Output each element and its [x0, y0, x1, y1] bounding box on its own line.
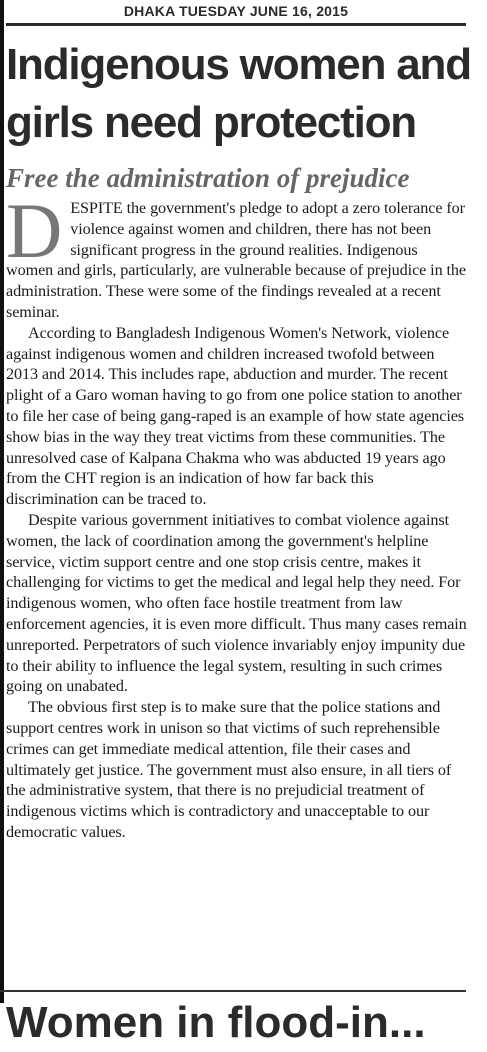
article-end-divider [0, 990, 466, 992]
header-divider [6, 23, 466, 26]
article-headline: Indigenous women and girls need protection [6, 40, 471, 147]
article-paragraph-3: Despite various government initiatives to combat violence against women, the lack of coordination among the government's helpline service, victim support centre and one stop crisis centre, makes it challenging for victims to get the medical and legal help they need. For indigenous women, who often face hostile treatment from law enforcement agencies, it is even more difficult. Thus many cases remain unreported. Perpetrators of such violence invariably enjoy impunity due to their ability to influence the legal system, resulting in such crimes going on unabated. [6, 510, 467, 696]
drop-cap: D [6, 187, 63, 274]
newspaper-dateline: DHAKA TUESDAY JUNE 16, 2015 [123, 3, 349, 19]
next-article-headline-text: Women in flood-in... [6, 998, 426, 1047]
next-article-headline-cropped [6, 994, 481, 1047]
page-left-border [0, 0, 4, 1003]
article-subheadline: Free the administration of prejudice [6, 163, 410, 193]
article-paragraph-2: According to Bangladesh Indigenous Women's Network, violence against indigenous women and children increased twofold between 2013 and 2014. This includes rape, abduction and murder. The recent plight of a Garo woman having to go from one police station to another to file her case of being gang-raped is an example of how state agencies show bias in the way they treat victims from these communities. The unresolved case of Kalpana Chakma who was abducted 19 years ago from the CHT region is an indication of how far back this discrimination can be traced to. [6, 323, 465, 509]
article-paragraph-1 [6, 187, 468, 323]
article-body [6, 187, 468, 843]
article-paragraph-4: The obvious first step is to make sure that the police stations and support centres work in unison so that victims of such reprehensible crimes can get immediate medical attention, file their cases and ultimately get justice. The government must also ensure, in all tiers of the administrative system, that there is no prejudicial treatment of indigenous victims which is contradictory and unacceptable to our democratic values. [6, 698, 452, 841]
paragraph-1-text: ESPITE the government's pledge to adopt a zero tolerance for violence against women and children, there has not been significant progress in the ground realities. Indigenous women and girls, particularly, are vulnerable because of prejudice in the administration. These were some of the findings revealed at a recent seminar. [6, 199, 466, 321]
